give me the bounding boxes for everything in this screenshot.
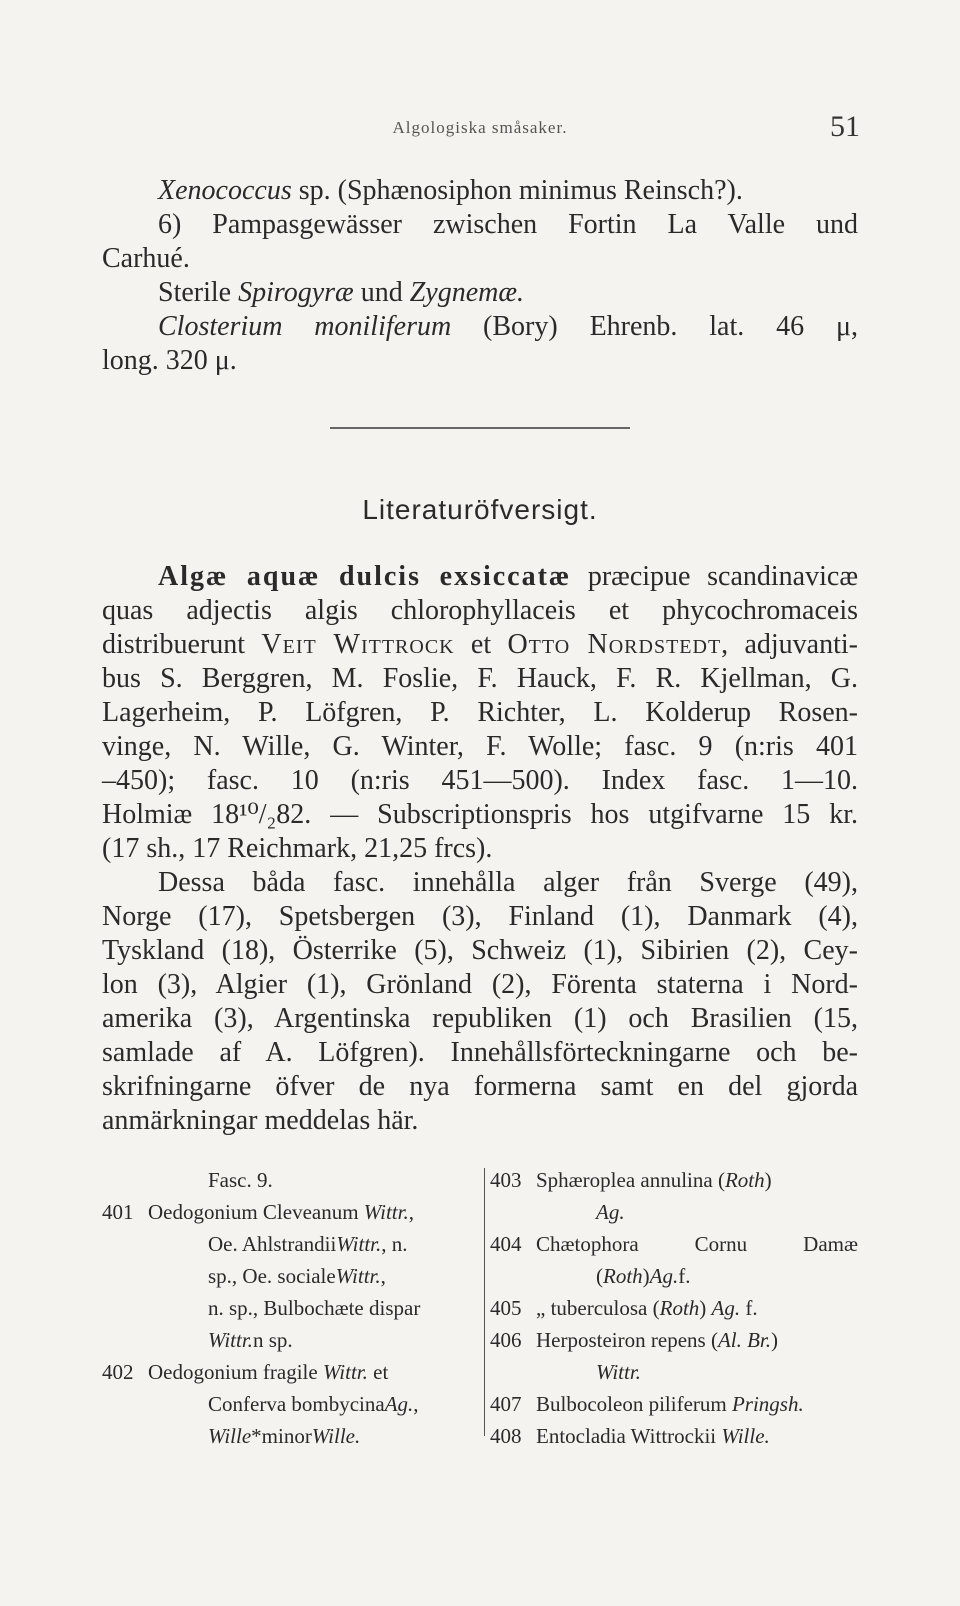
- species-entry-401-cont: Oe. Ahlstrandii Wittr. , n.: [208, 1232, 408, 1256]
- species-entry-408: 408 Entocladia Wittrockii Wille.: [490, 1424, 770, 1448]
- intro-line-6: long. 320 μ.: [102, 345, 237, 376]
- intro-line-5: Closterium moniliferum (Bory) Ehrenb. lat. 46 μ,: [158, 311, 858, 342]
- species-entry-402-cont: Conferva bombycina Ag. ,: [208, 1392, 419, 1416]
- intro-block: [102, 174, 858, 378]
- review-p2-line-8: anmärkningar meddelas här.: [102, 1105, 419, 1136]
- review-line-6: vinge, N. Wille, G. Winter, F. Wolle; fasc. 9 (n:ris 401: [102, 731, 858, 762]
- review-line-8: Holmiæ 18¹⁰/₂82. — Subscriptionspris hos utgifvarne 15 kr.: [102, 799, 858, 830]
- fasc-label: Fasc. 9.: [208, 1168, 273, 1192]
- species-entry-401: 401 Oedogonium Cleveanum Wittr.,: [102, 1200, 414, 1224]
- species-entry-404: 404 Chætophora Cornu Damæ: [490, 1232, 858, 1256]
- review-line-5: Lagerheim, P. Löfgren, P. Richter, L. Kolderup Rosen-: [102, 697, 858, 728]
- column-divider: [484, 1168, 485, 1436]
- review-p2-line-2: Norge (17), Spetsbergen (3), Finland (1), Danmark (4),: [102, 901, 858, 932]
- section-divider: [330, 427, 630, 429]
- species-entry-401-cont: Wittr. n sp.: [208, 1328, 293, 1352]
- species-entry-405: 405 „ tuberculosa (Roth) Ag. f.: [490, 1296, 758, 1320]
- review-p2-line-4: lon (3), Algier (1), Grönland (2), Förenta staterna i Nord-: [102, 969, 858, 1000]
- review-block: [102, 560, 858, 1138]
- species-entry-402-cont: Wille *minor Wille.: [208, 1424, 361, 1448]
- intro-line-3: Carhué.: [102, 243, 190, 274]
- review-p2-line-1: Dessa båda fasc. innehålla alger från Sverge (49),: [158, 867, 858, 898]
- intro-line-4: Sterile Spirogyræ und Zygnemæ.: [158, 277, 525, 308]
- species-entry-407: 407 Bulbocoleon piliferum Pringsh.: [490, 1392, 804, 1416]
- review-line-4: bus S. Berggren, M. Foslie, F. Hauck, F. R. Kjellman, G.: [102, 663, 858, 694]
- review-line-3: distribuerunt Veit Wittrock et Otto Nordstedt, adjuvanti-: [102, 629, 858, 660]
- review-p2-line-3: Tyskland (18), Österrike (5), Schweiz (1), Sibirien (2), Cey-: [102, 935, 858, 966]
- species-entry-402: 402 Oedogonium fragile Wittr. et: [102, 1360, 389, 1384]
- review-line-2: quas adjectis algis chlorophyllaceis et phycochromaceis: [102, 595, 858, 626]
- section-heading: Literaturöfversigt.: [362, 494, 598, 525]
- species-column-left: [102, 1164, 480, 1452]
- species-entry-401-cont: n. sp., Bulbochæte dispar: [208, 1296, 421, 1320]
- species-entry-401-cont: sp., Oe. sociale Wittr. ,: [208, 1264, 386, 1288]
- species-entry-406-cont: Wittr.: [596, 1360, 641, 1384]
- species-entry-403-cont: Ag.: [596, 1200, 625, 1224]
- running-head: Algologiska småsaker.: [392, 118, 568, 137]
- species-entry-404-cont: ( Roth ) Ag. f.: [596, 1264, 691, 1288]
- species-entry-406: 406 Herposteiron repens (Al. Br.): [490, 1328, 779, 1352]
- review-p2-line-6: samlade af A. Löfgren). Innehållsförteckningarne och be-: [102, 1037, 858, 1068]
- review-line-1: Algæ aquæ dulcis exsiccatæ præcipue scandinavicæ: [158, 561, 858, 592]
- review-p2-line-7: skrifningarne öfver de nya formerna samt en del gjorda: [102, 1071, 858, 1102]
- review-line-7: –450); fasc. 10 (n:ris 451—500). Index fasc. 1—10.: [102, 765, 858, 796]
- review-p2-line-5: amerika (3), Argentinska republiken (1) och Brasilien (15,: [102, 1003, 858, 1034]
- intro-line-1: Xenococcus sp. (Sphænosiphon minimus Reinsch?).: [158, 175, 743, 206]
- page-number: 51: [830, 110, 860, 143]
- intro-line-2: 6) Pampasgewässer zwischen Fortin La Valle und: [158, 209, 858, 240]
- species-entry-403: 403 Sphæroplea annulina (Roth): [490, 1168, 772, 1192]
- species-column-right: [490, 1164, 858, 1452]
- review-line-9: (17 sh., 17 Reichmark, 21,25 frcs).: [102, 833, 493, 864]
